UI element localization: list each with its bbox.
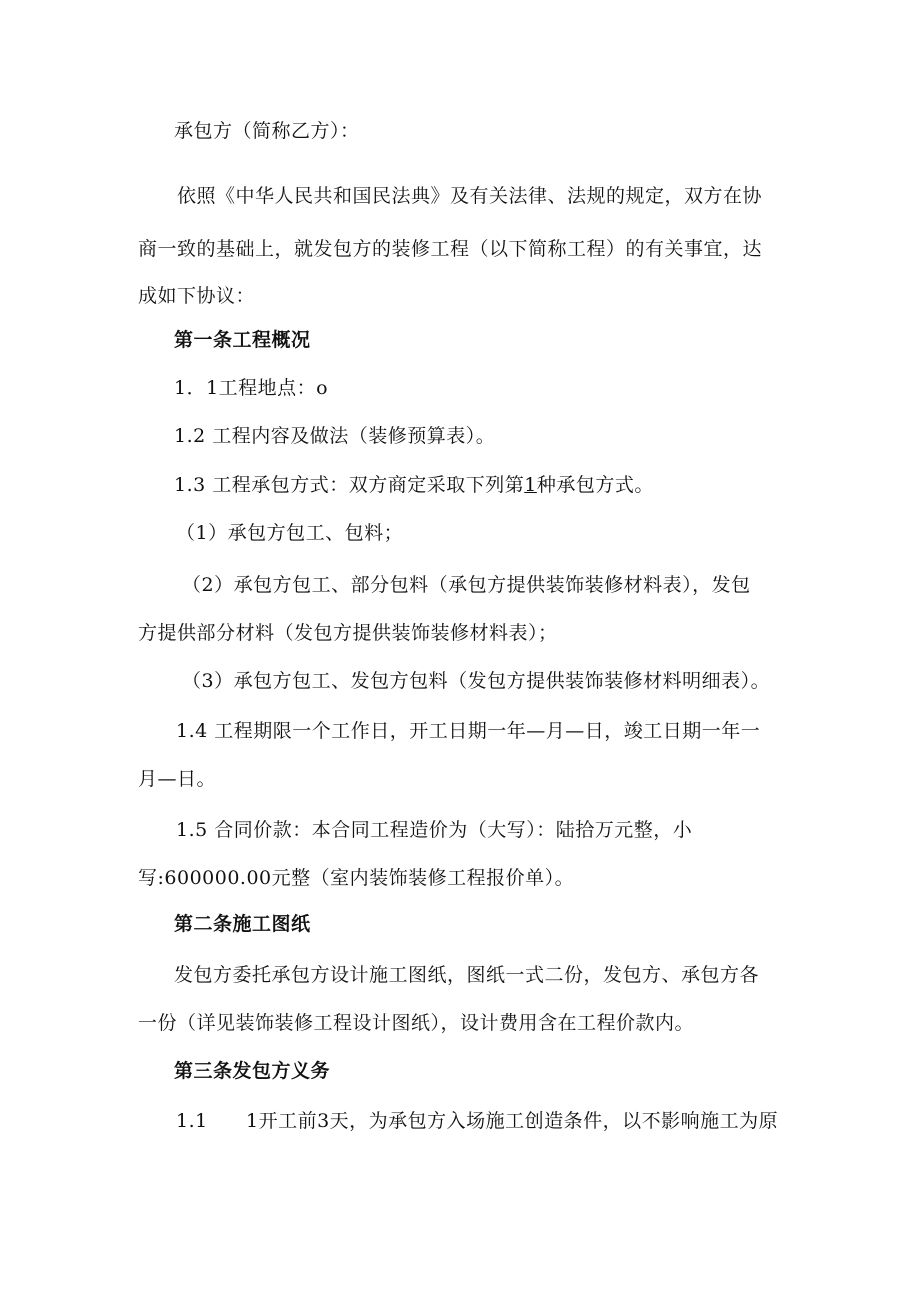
party-b-line: 承包方（简称乙方）： bbox=[174, 120, 360, 142]
item-1-3-number: 1 bbox=[524, 474, 537, 496]
item-1-4-line-2: 月—日。 bbox=[138, 768, 217, 790]
article-3-heading: 第三条发包方义务 bbox=[174, 1060, 331, 1082]
article-3-item-text: 1开工前3天，为承包方入场施工创造条件，以不影响施工为原 bbox=[246, 1110, 779, 1132]
item-1-4-line-1: 1.4 工程期限一个工作日，开工日期一年—月—日，竣工日期一年一 bbox=[176, 720, 761, 742]
article-3-item-prefix: 1.1 bbox=[176, 1110, 208, 1132]
item-1-3 bbox=[174, 472, 654, 498]
preamble-line-2: 商一致的基础上，就发包方的装修工程（以下简称工程）的有关事宜，达 bbox=[138, 238, 763, 260]
article-2-body-line-2: 一份（详见装饰装修工程设计图纸），设计费用含在工程价款内。 bbox=[138, 1012, 695, 1034]
item-1-2: 1.2 工程内容及做法（装修预算表）。 bbox=[174, 425, 496, 447]
option-1: （1）承包方包工、包料； bbox=[176, 522, 404, 544]
preamble-line-1: 依照《中华人民共和国民法典》及有关法律、法规的规定，双方在协 bbox=[177, 185, 763, 207]
article-2-body-line-1: 发包方委托承包方设计施工图纸，图纸一式二份，发包方、承包方各 bbox=[174, 964, 760, 986]
item-1-5-line-1: 1.5 合同价款：本合同工程造价为（大写）：陆拾万元整，小 bbox=[176, 819, 693, 841]
option-2-line-2: 方提供部分材料（发包方提供装饰装修材料表）； bbox=[138, 622, 558, 644]
item-1-1: 1．1工程地点：o bbox=[174, 377, 329, 399]
item-1-3-text-pre: 1.3 工程承包方式：双方商定采取下列第 bbox=[174, 474, 525, 496]
item-1-5-line-2: 写:600000.00元整（室内装饰装修工程报价单）。 bbox=[138, 867, 575, 889]
item-1-3-text-post: 种承包方式。 bbox=[536, 474, 654, 496]
article-2-heading: 第二条施工图纸 bbox=[174, 913, 311, 935]
option-3: （3）承包方包工、发包方包料（发包方提供装饰装修材料明细表）。 bbox=[182, 670, 771, 692]
article-1-heading: 第一条工程概况 bbox=[174, 329, 311, 351]
option-2-line-1: （2）承包方包工、部分包料（承包方提供装饰装修材料表），发包 bbox=[182, 574, 751, 596]
preamble-line-3: 成如下协议： bbox=[138, 285, 256, 307]
